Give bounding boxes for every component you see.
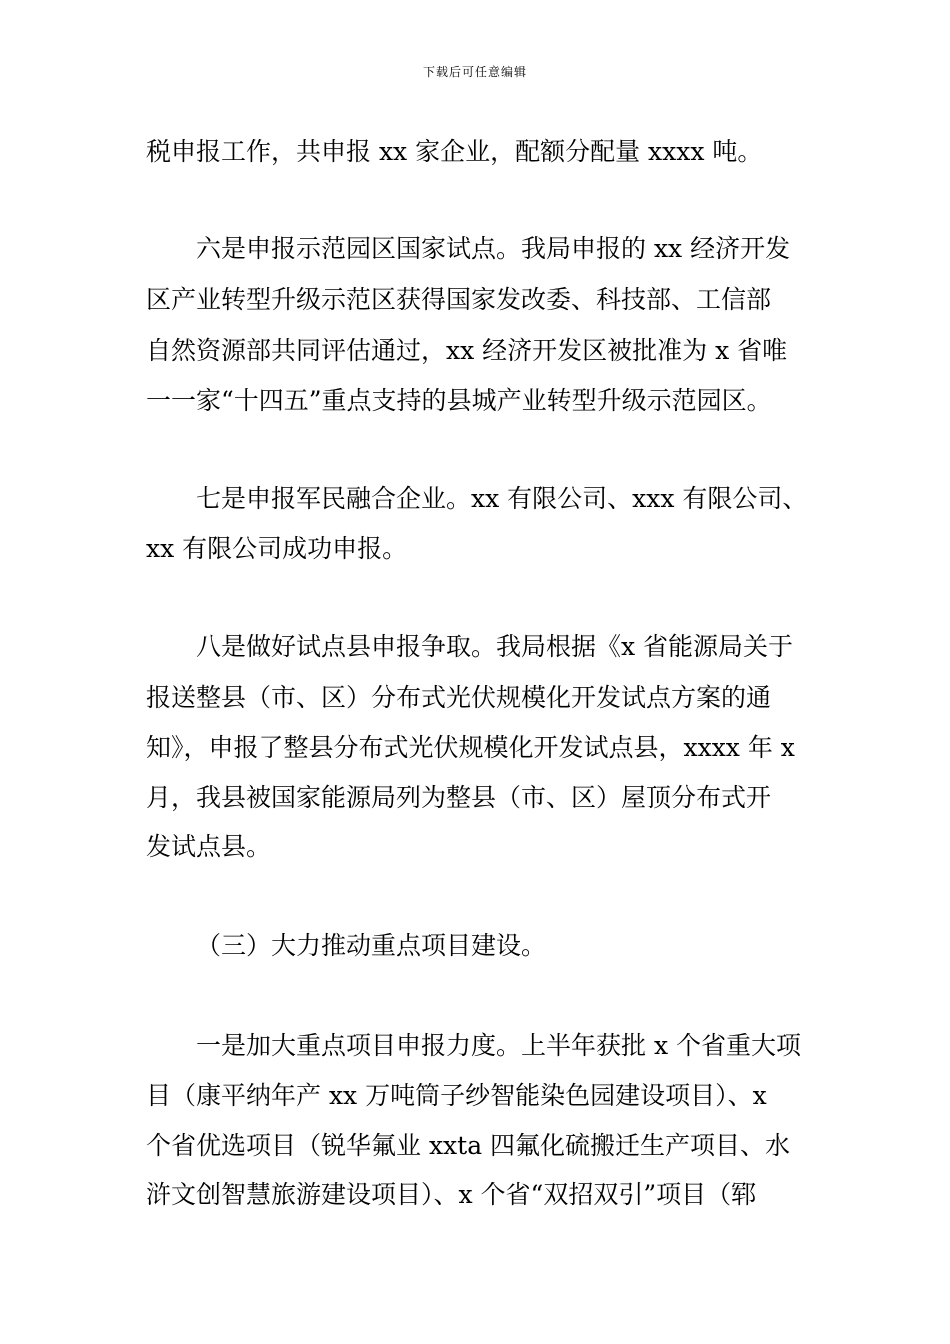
paragraph-line: 知》，申报了整县分布式光伏规模化开发试点县，xxxx 年 x — [146, 733, 795, 762]
paragraph-line: xx 有限公司成功申报。 — [146, 534, 408, 563]
paragraph-line: 税申报工作，共申报 xx 家企业，配额分配量 xxxx 吨。 — [146, 137, 763, 166]
paragraph-line: 七是申报军民融合企业。xx 有限公司、xxx 有限公司、 — [196, 484, 808, 513]
page-header: 下载后可任意编辑 — [422, 65, 527, 79]
paragraph-line: 个省优选项目（锐华氟业 xxta 四氟化硫搬迁生产项目、水 — [146, 1131, 791, 1160]
paragraph-line: 目（康平纳年产 xx 万吨筒子纱智能染色园建设项目）、x — [146, 1081, 767, 1110]
paragraph-line: 月，我县被国家能源局列为整县（市、区）屋顶分布式开 — [146, 783, 772, 812]
paragraph-line: 六是申报示范园区国家试点。我局申报的 xx 经济开发 — [196, 234, 791, 263]
paragraph-line: 一是加大重点项目申报力度。上半年获批 x 个省重大项 — [196, 1031, 801, 1060]
paragraph-line: 一一家“十四五”重点支持的县城产业转型升级示范园区。 — [146, 386, 772, 415]
paragraph-line: 区产业转型升级示范区获得国家发改委、科技部、工信部 — [146, 285, 772, 314]
paragraph-line: 自然资源部共同评估通过，xx 经济开发区被批准为 x 省唯 — [146, 336, 788, 365]
paragraph-line: 报送整县（市、区）分布式光伏规模化开发试点方案的通 — [146, 683, 772, 712]
section-heading: （三）大力推动重点项目建设。 — [196, 931, 547, 960]
paragraph-line: 浒文创智慧旅游建设项目）、x 个省“双招双引”项目（郓 — [146, 1180, 757, 1209]
paragraph-line: 发试点县。 — [146, 832, 272, 861]
paragraph-line: 八是做好试点县申报争取。我局根据《x 省能源局关于 — [196, 632, 794, 661]
